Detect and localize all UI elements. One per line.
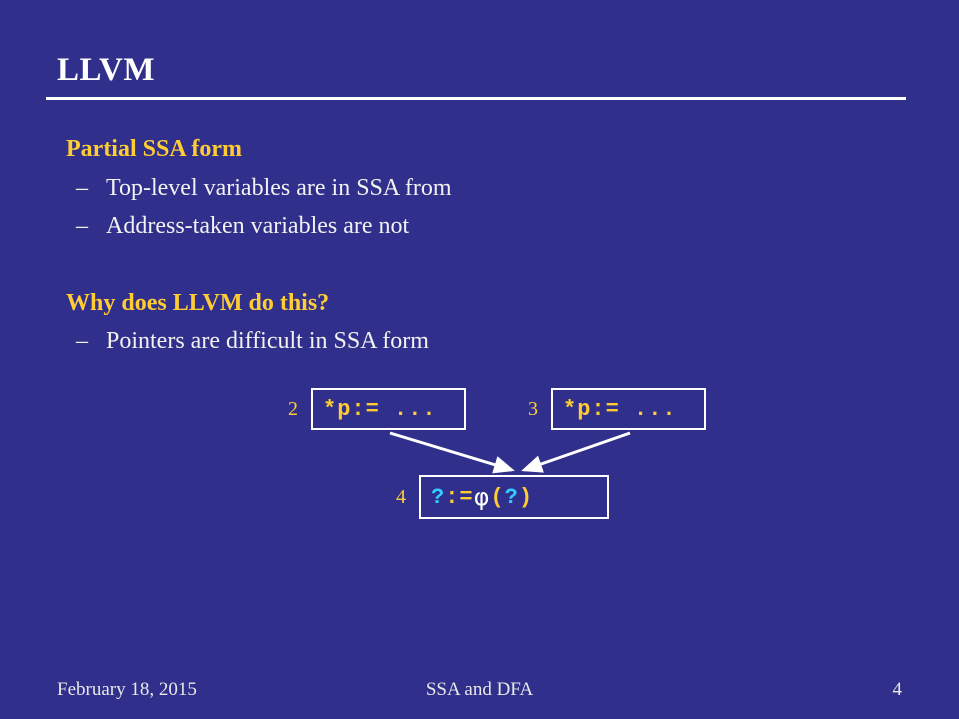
node-code-close-paren: ) (518, 484, 534, 510)
page-title: LLVM (57, 52, 155, 88)
dash-marker: – (76, 213, 88, 239)
bullet-top-level-variables (76, 175, 452, 202)
dash-marker: – (76, 175, 88, 201)
node-code: *p:= ... (323, 396, 437, 422)
node-label-2: 2 (288, 398, 298, 420)
node-code: *p:= ... (563, 396, 677, 422)
node-label-3: 3 (528, 398, 538, 420)
footer-page-number: 4 (892, 679, 902, 700)
bullet-text: Top-level variables are in SSA from (106, 175, 452, 201)
phi-symbol: φ (473, 483, 491, 511)
node-code-assign: := (445, 484, 474, 510)
cfg-node-4 (419, 475, 609, 519)
cfg-node-2 (311, 388, 466, 430)
title-divider (46, 97, 906, 100)
section-heading-why-llvm: Why does LLVM do this? (66, 290, 330, 316)
bullet-pointers-difficult (76, 328, 429, 355)
bullet-text: Address-taken variables are not (106, 213, 410, 239)
bullet-address-taken-variables (76, 213, 409, 240)
bullet-text: Pointers are difficult in SSA form (106, 328, 429, 354)
footer-date: February 18, 2015 (57, 679, 197, 700)
node-code-arg: ? (504, 484, 519, 510)
node-code-prefix: ? (431, 484, 446, 510)
dash-marker: – (76, 328, 88, 354)
node-code-open-paren: ( (490, 484, 505, 510)
section-heading-partial-ssa: Partial SSA form (66, 136, 242, 162)
node-label-4: 4 (396, 486, 406, 508)
cfg-node-3 (551, 388, 706, 430)
footer-title: SSA and DFA (425, 679, 534, 700)
